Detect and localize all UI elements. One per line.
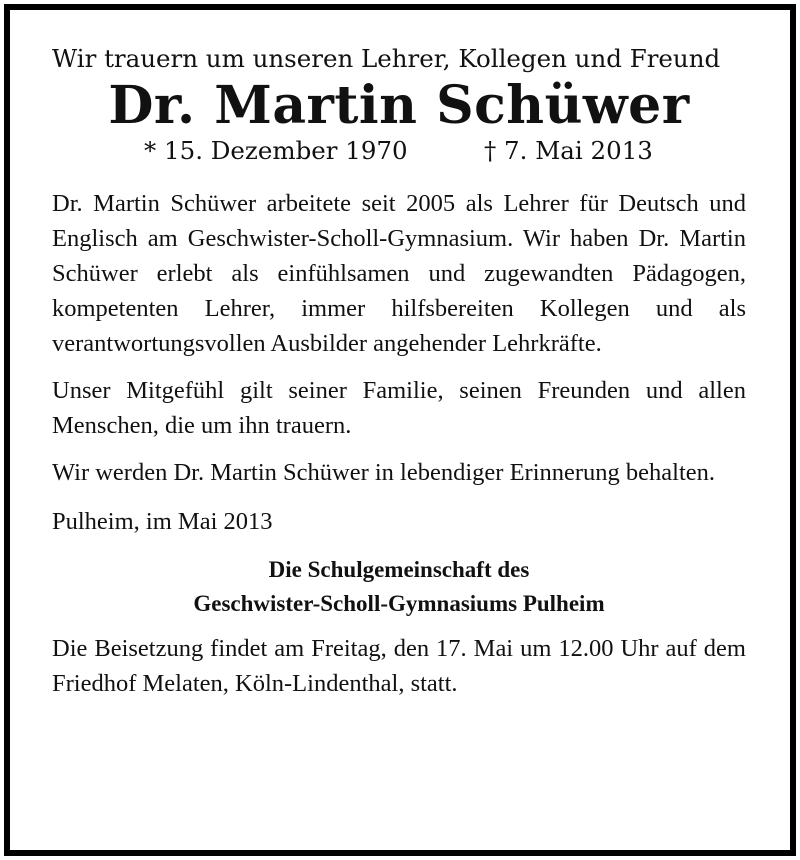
place-and-date: Pulheim, im Mai 2013 [52, 508, 273, 535]
deceased-name: Dr. Martin Schüwer [108, 75, 690, 136]
signature-line-1: Die Schulgemeinschaft des [268, 557, 530, 582]
biography-paragraph: Dr. Martin Schüwer arbeitete seit 2005 als Lehrer für Deutsch und Englisch am Geschwister-Scholl-Gymnasium. Wir haben Dr. Martin Schüwer erlebt als einfühlsamen und zugewandten Pädagogen, kompetenten Lehrer, immer hilfsbereiten Kollegen und als verantwortungsvollen Ausbilder angehender Lehrkräfte. [52, 190, 746, 357]
birth-date: * 15. Dezember 1970 [144, 136, 408, 165]
remembrance-paragraph: Wir werden Dr. Martin Schüwer in lebendiger Erinnerung behalten. [52, 459, 716, 486]
life-dates [52, 134, 746, 168]
signature-block [52, 553, 746, 621]
death-date: † 7. Mai 2013 [484, 136, 653, 165]
intro-line: Wir trauern um unseren Lehrer, Kollegen und Freund [52, 44, 721, 73]
condolence-paragraph: Unser Mitgefühl gilt seiner Familie, seinen Freunden und allen Menschen, die um ihn trauern. [52, 377, 746, 439]
burial-info: Die Beisetzung findet am Freitag, den 17. Mai um 12.00 Uhr auf dem Friedhof Melaten, Köln-Lindenthal, statt. [52, 635, 746, 697]
obituary-notice [52, 44, 746, 701]
signature-line-2: Geschwister-Scholl-Gymnasiums Pulheim [193, 591, 605, 616]
